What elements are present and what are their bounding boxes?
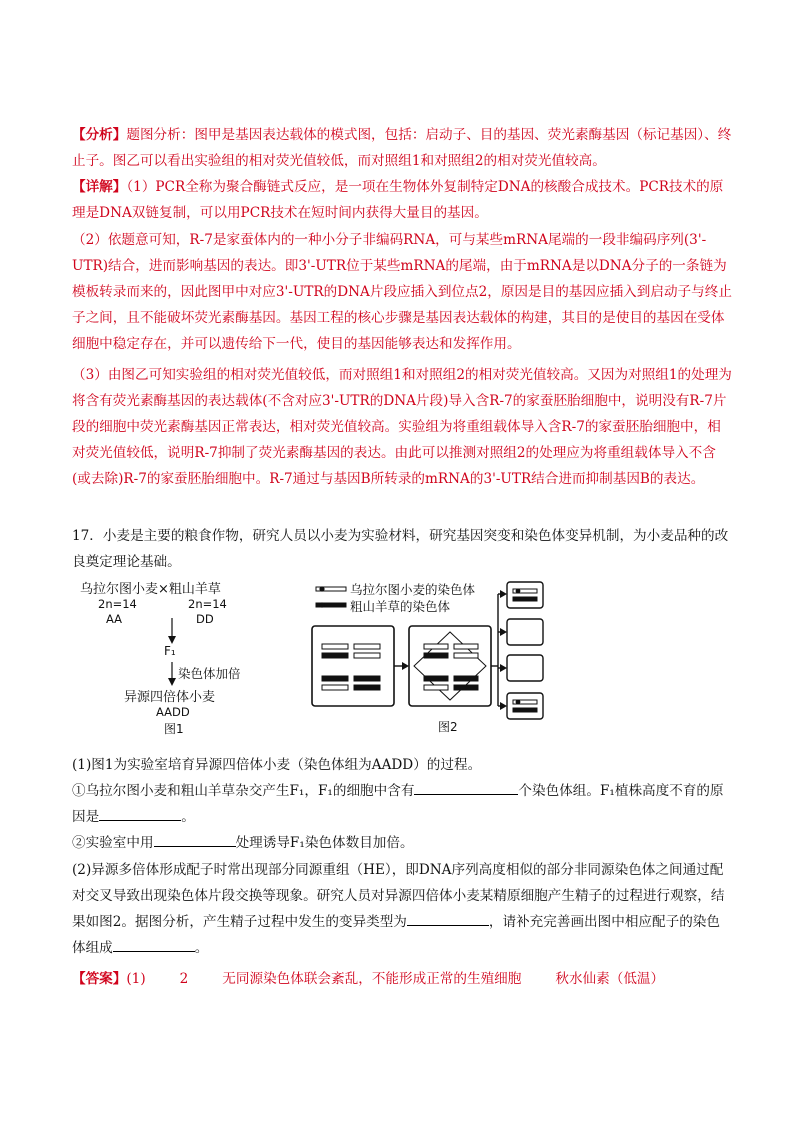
sub2-text-pre: (2)异源多倍体形成配子时常出现部分同源重组（HE），即DNA序列高度相似的部分非同源染色体之间通过配对交叉导致出现染色体片段交换等现象。研究人员对异源四倍体小麦某精原细胞产生精子的过程进行观察，结果如图2。据图分析，产生精子过程中发生的变异类型为 [72, 862, 725, 930]
sub1-b [72, 830, 732, 856]
fig1-caption: 图1 [164, 722, 184, 736]
sub2-text-mid: ，请补充完善画出图中相应配子的染色体组成 [72, 914, 720, 956]
fig1-f1-label: F₁ [164, 644, 176, 658]
analysis-text: 题图分析：图甲是基因表达载体的模式图，包括：启动子、目的基因、荧光素酶基因（标记基因）、终止子。图乙可以看出实验组的相对荧光值较低，而对照组1和对照组2的相对荧光值较高。 [72, 127, 732, 169]
answer-1: 2 [179, 971, 189, 987]
fig1-result-label: 异源四倍体小麦 [124, 690, 216, 705]
fig1-parent1-genome: AA [106, 612, 123, 626]
fig2-cell-1 [312, 626, 394, 706]
gamete-2-blank [507, 619, 543, 645]
detail-paragraph-2 [72, 227, 732, 357]
sub1-a [72, 778, 732, 830]
answer-blank-4[interactable] [407, 910, 489, 926]
answer-blank-3[interactable] [154, 831, 236, 847]
legend-glyph-urartu [316, 586, 346, 591]
answer-line [72, 966, 732, 992]
sub1-a-end: 。 [181, 809, 195, 825]
sub1-a-text-pre: ①乌拉尔图小麦和粗山羊草杂交产生F₁，F₁的细胞中含有 [72, 783, 415, 799]
question-17-stem [72, 523, 732, 575]
fig1-cross-label: 乌拉尔图小麦×粗山羊草 [80, 582, 221, 597]
question-17-text: 17．小麦是主要的粮食作物，研究人员以小麦为实验材料，研究基因突变和染色体变异机制，为小麦品种的改良奠定理论基础。 [72, 528, 729, 570]
figure-1 [80, 578, 280, 748]
sub1-intro-text: (1)图1为实验室培育异源四倍体小麦（染色体组为AADD）的过程。 [72, 757, 482, 773]
detail-paragraph-3 [72, 362, 732, 492]
answer-2: 无同源染色体联会紊乱，不能形成正常的生殖细胞 [222, 971, 522, 987]
fig2-caption: 图2 [438, 720, 458, 734]
detail-text-1: （1）PCR全称为聚合酶链式反应，是一项在生物体外复制特定DNA的核酸合成技术。PCR技术的原理是DNA双链复制，可以用PCR技术在短时间内获得大量目的基因。 [72, 179, 724, 221]
sub2-end: 。 [194, 940, 209, 956]
analysis-paragraph [72, 122, 732, 174]
answer-blank-5[interactable] [113, 936, 195, 952]
fig2-legend-tauschii: 粗山羊草的染色体 [350, 599, 451, 614]
sub1-b-text-pre: ②实验室中用 [72, 835, 154, 851]
detail-tag: 【详解】 [72, 179, 127, 195]
gamete-1 [507, 582, 543, 608]
fig1-doubling-label: 染色体加倍 [178, 666, 241, 681]
detail-text-2: （2）依题意可知，R-7是家蚕体内的一种小分子非编码RNA，可与某些mRNA尾端的一段非编码序列(3'-UTR)结合，进而影响基因的表达。即3'-UTR位于某些mRNA的尾端，由于mRNA是以DNA分子的一条链为模板转录而来的，因此图甲中对应3'-UTR的DNA片段应插入到位点2，原因是目的基因应插入到启动子与终止子之间，且不能破坏荧光素酶基因。基因工程的核心步骤是基因表达载体的构建，其目的是使目的基因在受体细胞中稳定存在，并可以遗传给下一代，使目的基因能够表达和发挥作用。 [72, 232, 732, 352]
fig1-parent2-ploidy: 2n=14 [188, 597, 227, 611]
answer-tag: 【答案】 [72, 971, 127, 987]
figure-2 [310, 578, 550, 748]
fig2-legend-urartu: 乌拉尔图小麦的染色体 [350, 582, 476, 597]
answer-part: (1) [126, 971, 146, 987]
fig2-cell-2 [409, 626, 491, 706]
analysis-tag: 【分析】 [72, 127, 127, 143]
detail-paragraph-1 [72, 174, 732, 226]
legend-glyph-tauschii [316, 602, 346, 607]
fig1-parent2-genome: DD [196, 612, 214, 626]
gamete-4 [507, 693, 543, 719]
answer-blank-1[interactable] [414, 779, 518, 795]
detail-text-3: （3）由图乙可知实验组的相对荧光值较低，而对照组1和对照组2的相对荧光值较高。又因为对照组1的处理为将含有荧光素酶基因的表达载体(不含对应3'-UTR的DNA片段)导入含R-7的家蚕胚胎细胞中，说明没有R-7片段的细胞中荧光素酶基因正常表达，相对荧光值较高。实验组为将重组载体导入含R-7的家蚕胚胎细胞中，相对荧光值较低，说明R-7抑制了荧光素酶基因的表达。由此可以推测对照组2的处理应为将重组载体导入不含(或去除)R-7的家蚕胚胎细胞中。R-7通过与基因B所转录的mRNA的3'-UTR结合进而抑制基因B的表达。 [72, 367, 732, 487]
sub1-b-text-post: 处理诱导F₁染色体数目加倍。 [235, 835, 414, 851]
answer-blank-2[interactable] [99, 805, 181, 821]
sub2 [72, 857, 732, 961]
sub1-a-text-post: 个染色体组。F₁植株高度不育的原因是 [72, 783, 724, 825]
gamete-3-blank [507, 655, 543, 681]
fig1-parent1-ploidy: 2n=14 [98, 597, 137, 611]
answer-3: 秋水仙素（低温） [555, 971, 665, 987]
sub1-intro [72, 752, 732, 778]
fig1-result-genome: AADD [156, 705, 190, 719]
